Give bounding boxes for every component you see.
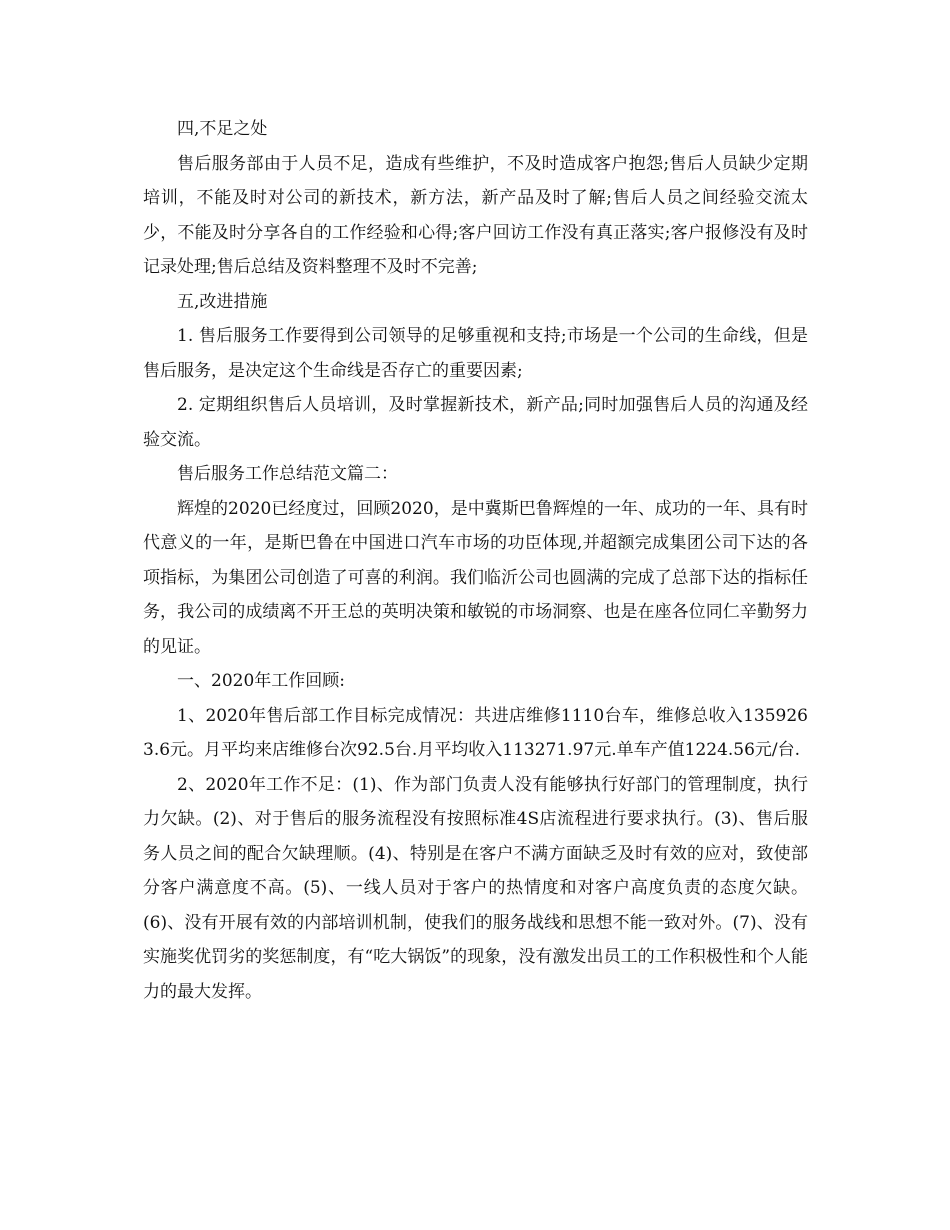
section-heading-shortcomings: 四,不足之处 <box>177 119 268 139</box>
paragraph-intro-2020: 辉煌的2020已经度过，回顾2020，是中冀斯巴鲁辉煌的一年、成功的一年、具有时代意义的一年，是斯巴鲁在中国进口汽车市场的功臣体现,并超额完成集团公司下达的各项指标，为集团公司创造了可喜的利润。我们临沂公司也圆满的完成了总部下达的指标任务，我公司的成绩离不开王总的英明决策和敏锐的市场洞察、也是在座各位同仁辛勤努力的见证。 <box>143 498 808 657</box>
section-heading-improvements: 五,改进措施 <box>177 291 268 312</box>
paragraph-improvement-2: 2. 定期组织售后人员培训，及时掌握新技术，新产品;同时加强售后人员的沟通及经验交流。 <box>143 395 808 450</box>
paragraph-shortcomings: 售后服务部由于人员不足，造成有些维护，不及时造成客户抱怨;售后人员缺少定期培训，不能及时对公司的新技术，新方法，新产品及时了解;售后人员之间经验交流太少，不能及时分享各自的工作经验和心得;客户回访工作没有真正落实;客户报修没有及时记录处理;售后总结及资料整理不及时不完善; <box>143 153 808 277</box>
paragraph-improvement-1: 1. 售后服务工作要得到公司领导的足够重视和支持;市场是一个公司的生命线，但是售后服务，是决定这个生命线是否存亡的重要因素; <box>143 326 808 381</box>
paragraph-targets-2020: 1、2020年售后部工作目标完成情况：共进店维修1110台车，维修总收入1359263.6元。月平均来店维修台次92.5台.月平均收入113271.97元.单车产值1224.56元/台. <box>143 705 808 760</box>
section-heading-review-2020: 一、2020年工作回顾: <box>177 671 345 691</box>
document-body <box>143 112 808 1009</box>
section-heading-sample-two: 售后服务工作总结范文篇二： <box>177 464 398 484</box>
paragraph-deficiencies-2020: 2、2020年工作不足：(1)、作为部门负责人没有能够执行好部门的管理制度，执行力欠缺。(2)、对于售后的服务流程没有按照标准4S店流程进行要求执行。(3)、售后服务人员之间的配合欠缺理顺。(4)、特别是在客户不满方面缺乏及时有效的应对，致使部分客户满意度不高。(5)、一线人员对于客户的热情度和对客户高度负责的态度欠缺。(6)、没有开展有效的内部培训机制，使我们的服务战线和思想不能一致对外。(7)、没有实施奖优罚劣的奖惩制度，有“吃大锅饭”的现象，没有激发出员工的工作积极性和个人能力的最大发挥。 <box>143 774 808 1002</box>
